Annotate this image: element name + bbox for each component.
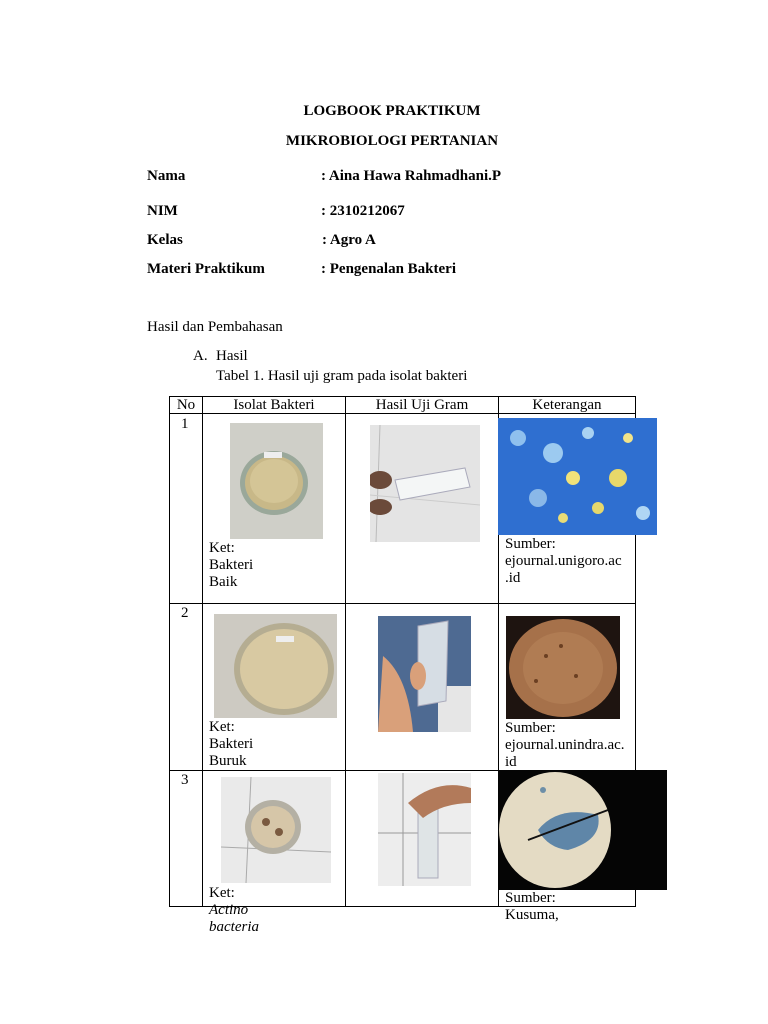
glass-slide-icon — [378, 616, 471, 732]
row-3-source — [505, 890, 559, 924]
col-header-keterangan: Keterangan — [532, 397, 602, 413]
row-1-source — [505, 536, 622, 587]
source-line: ejournal.unindra.ac. — [505, 737, 625, 753]
name-value: : Aina Hawa Rahmadhani.P — [321, 168, 502, 184]
glass-slide-icon — [370, 425, 480, 542]
microscope-view-photo-3 — [498, 770, 667, 890]
ket-value: Bakteri Baik — [209, 557, 254, 590]
ket-prefix: Ket: — [209, 540, 235, 556]
micrograph-icon — [498, 770, 667, 890]
row-2-no: 2 — [181, 605, 189, 621]
row-3-ket — [209, 885, 259, 936]
row-1-no: 1 — [181, 416, 189, 432]
petri-dish-photo-3 — [221, 777, 331, 883]
class-value: : Agro A — [322, 232, 376, 248]
petri-dish-icon — [214, 614, 337, 718]
source-line: ejournal.unigoro.ac — [505, 553, 622, 569]
source-line: id — [505, 754, 517, 770]
col-header-isolat: Isolat Bakteri — [233, 397, 315, 413]
row-1-ket — [209, 540, 253, 591]
topic-label: Materi Praktikum — [147, 261, 265, 277]
micrograph-icon — [498, 418, 657, 535]
nim-value: : 2310212067 — [321, 203, 405, 219]
glass-slide-photo-2 — [378, 616, 471, 732]
blue-stain-micrograph-1 — [498, 418, 657, 535]
class-label: Kelas — [147, 232, 183, 248]
petri-dish-icon — [230, 423, 323, 539]
glass-slide-photo-3 — [378, 773, 471, 886]
source-label: Sumber: Kusuma, — [505, 890, 559, 923]
petri-dish-photo-2 — [214, 614, 337, 718]
col-header-no: No — [176, 397, 196, 413]
table-caption: Tabel 1. Hasil uji gram pada isolat bakteri — [216, 368, 468, 384]
document-title: LOGBOOK PRAKTIKUM — [303, 103, 481, 119]
source-label: Sumber: — [505, 720, 556, 736]
topic-value: : Pengenalan Bakteri — [321, 261, 456, 277]
source-line: .id — [505, 570, 521, 586]
glass-slide-photo-1 — [370, 425, 480, 542]
glass-slide-icon — [378, 773, 471, 886]
subsection-heading: Hasil — [216, 348, 248, 364]
brown-micrograph-2 — [506, 616, 620, 719]
row-2-source — [505, 720, 625, 771]
row-2-ket — [209, 719, 253, 770]
col-header-uji-gram: Hasil Uji Gram — [375, 397, 469, 413]
row-3-no: 3 — [181, 772, 189, 788]
ket-prefix: Ket: — [209, 885, 235, 901]
nim-label: NIM — [147, 203, 178, 219]
ket-value: Bakteri Buruk — [209, 736, 254, 769]
petri-dish-icon — [221, 777, 331, 883]
petri-dish-photo-1 — [230, 423, 323, 539]
section-heading: Hasil dan Pembahasan — [147, 319, 283, 335]
source-label: Sumber: — [505, 536, 556, 552]
ket-value: Actino bacteria — [209, 902, 259, 935]
subsection-marker: A. — [193, 348, 208, 364]
name-label: Nama — [147, 168, 186, 184]
micrograph-icon — [506, 616, 620, 719]
ket-prefix: Ket: — [209, 719, 235, 735]
document-subtitle: MIKROBIOLOGI PERTANIAN — [285, 133, 499, 149]
